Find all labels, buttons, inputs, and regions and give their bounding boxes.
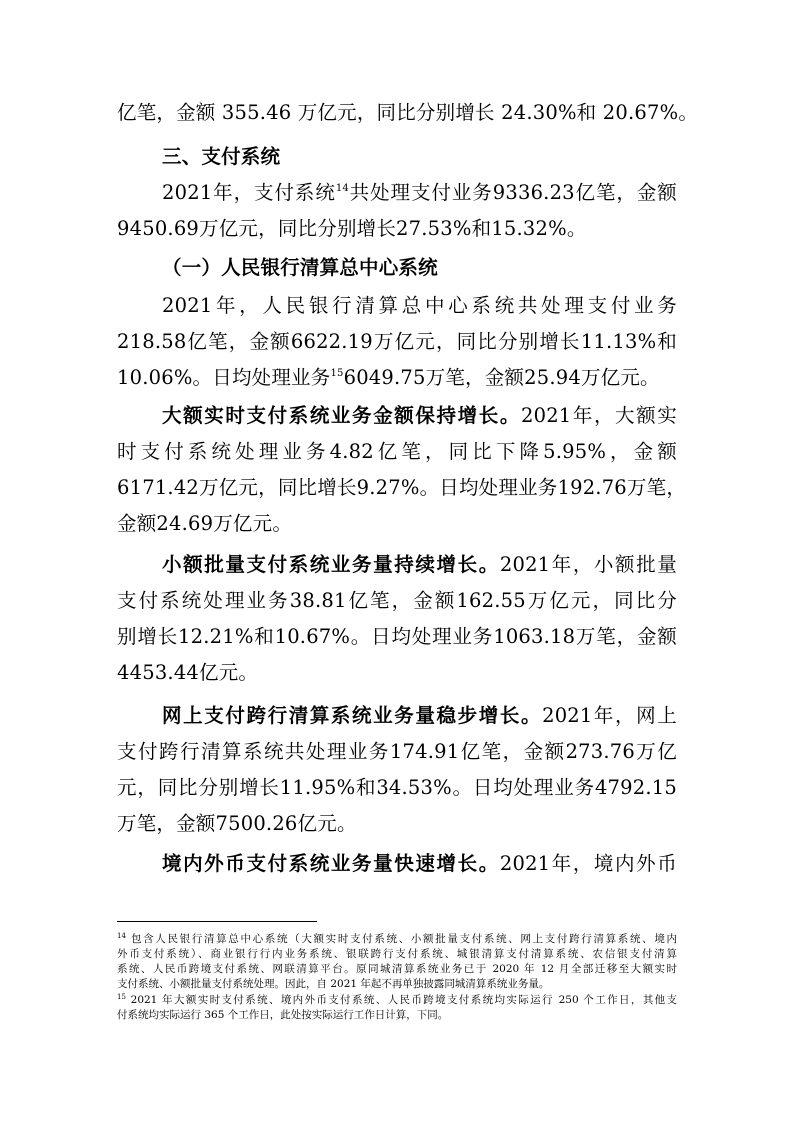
footnote-15: $^{15}$ 2021 年大额实时支付系统、境内外币支付系统、人民币跨境支付系统均实际运行 250 个工作日，其他支 <box>117 993 677 1006</box>
body-line: 万笔，金额7500.26亿元。 <box>117 812 357 835</box>
footnote-divider <box>117 921 317 922</box>
section-heading: 三、支付系统 <box>162 145 281 168</box>
footnote-line: 外币支付系统）、商业银行行内业务系统、银联跨行支付系统、城银清算支付清算系统、农信银支付清算 <box>117 948 677 960</box>
lead-sentence: 大额实时支付系统业务金额保持增长。 <box>162 404 521 427</box>
footnote-line: 系统、人民币跨境支付系统、网联清算平台。原同城清算系统业务已于 2020 年 12 月全部迁移至大额实时 <box>117 963 677 975</box>
lead-sentence: 网上支付跨行清算系统业务量稳步增长。 <box>162 704 543 727</box>
footnote-number: 15 <box>117 993 126 1001</box>
body-line: 10.06%。日均处理业务$^{15}$6049.75万笔，金额25.94万亿元。 <box>117 366 660 389</box>
body-line: 支付系统处理业务38.81亿笔，金额162.55万亿元，同比分 <box>117 589 677 612</box>
body-line: 网上支付跨行清算系统业务量稳步增长。2021年，网上 <box>162 704 677 727</box>
lead-sentence: 小额批量支付系统业务量持续增长。 <box>162 553 500 576</box>
body-line: 小额批量支付系统业务量持续增长。2021年，小额批量 <box>162 553 677 576</box>
lead-sentence: 境内外币支付系统业务量快速增长。 <box>162 852 500 875</box>
body-line: 2021年，人民银行清算总中心系统共处理支付业务 <box>162 294 677 317</box>
footnote-ref: 14 <box>335 183 349 194</box>
footnote-number: 14 <box>117 932 126 940</box>
body-line: 6171.42万亿元，同比增长9.27%。日均处理业务192.76万笔， <box>117 476 687 499</box>
body-line: 2021年，支付系统$^{14}$共处理支付业务9336.23亿笔，金额 <box>162 181 677 204</box>
footnote-14: $^{14}$ 包含人民银行清算总中心系统（大额实时支付系统、小额批量支付系统、网上支付跨行清算系统、境内 <box>117 932 677 945</box>
body-line: 9450.69万亿元，同比分别增长27.53%和15.32%。 <box>117 217 587 240</box>
subsection-heading: （一）人民银行清算总中心系统 <box>162 256 438 279</box>
body-line: 亿笔，金额 355.46 万亿元，同比分别增长 24.30%和 20.67%。 <box>117 101 699 124</box>
body-line: 4453.44亿元。 <box>117 661 259 684</box>
body-line: 元，同比分别增长11.95%和34.53%。日均处理业务4792.15 <box>117 776 677 799</box>
footnote-ref: 15 <box>330 368 344 379</box>
body-line: 支付跨行清算系统共处理业务174.91亿笔，金额273.76万亿 <box>117 740 677 763</box>
body-line: 金额24.69万亿元。 <box>117 512 293 535</box>
body-line: 别增长12.21%和10.67%。日均处理业务1063.18万笔，金额 <box>117 625 677 648</box>
footnote-line: 付系统均实际运行 365 个工作日，此处按实际运行工作日计算，下同。 <box>117 1009 449 1021</box>
body-line: 218.58亿笔，金额6622.19万亿元，同比分别增长11.13%和 <box>117 330 677 353</box>
body-line: 境内外币支付系统业务量快速增长。2021年，境内外币 <box>162 852 677 875</box>
body-line: 大额实时支付系统业务金额保持增长。2021年，大额实 <box>162 404 677 427</box>
footnote-line: 支付系统、小额批量支付系统处理。因此，自 2021 年起不再单独披露同城清算系统业务量。 <box>117 978 550 990</box>
body-line: 时支付系统处理业务4.82亿笔，同比下降5.95%，金额 <box>117 440 677 463</box>
